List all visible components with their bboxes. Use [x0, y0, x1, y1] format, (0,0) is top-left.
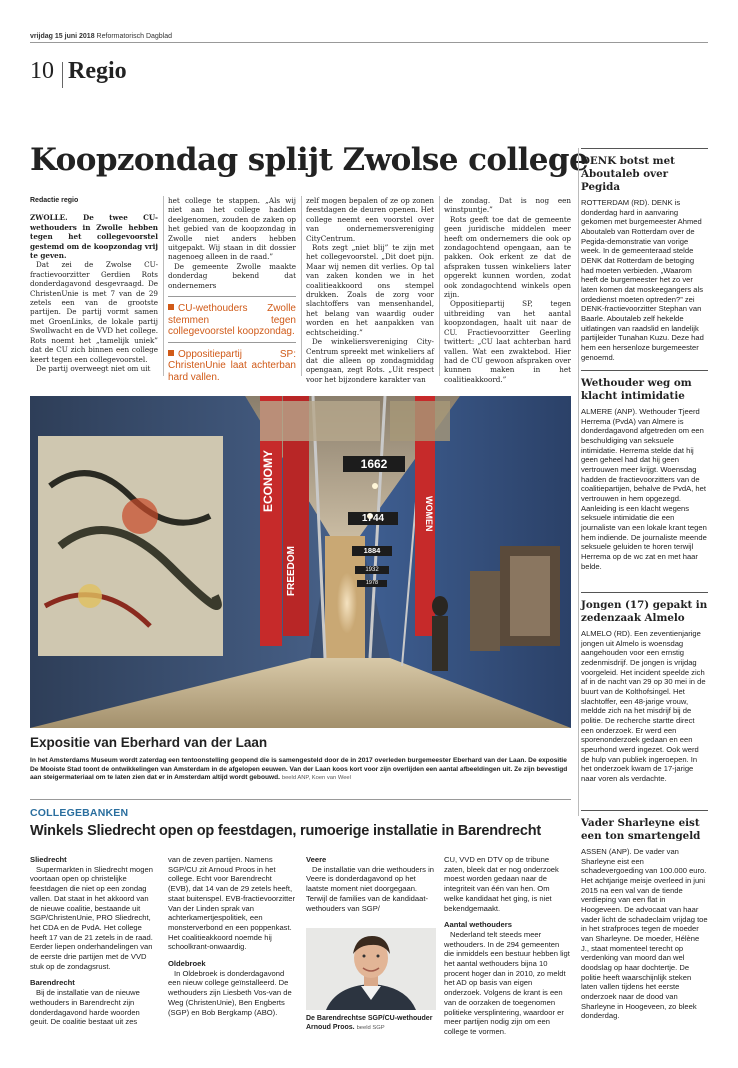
column-rule	[439, 196, 440, 376]
brief-paragraph: In Oldebroek is donderdagavond een nieuw college geïnstalleerd. De wethouders zijn Liesbeth Vos-van de Weg (ChristenUnie), Ben Engberts (SGP) en Bob Bergkamp (ABO).	[168, 968, 292, 1017]
collegebanken-column-4	[444, 855, 571, 1045]
portrait-credit: beeld SGP	[356, 1025, 385, 1031]
sidebar-item-almere	[581, 371, 708, 589]
brief-paragraph: Bij de installatie van de nieuwe wethouders in Barendrecht zijn donderdagavond harde woorden geuit. De coalitie bestaat uit zes	[30, 988, 140, 1027]
brief-paragraph: Nederland telt steeds meer wethouders. In de 294 gemeenten die inmiddels een bestuur hebben ligt het aantal wethouders bijna 10 procent hoger dan in 2010, zo meldt het AD op basis van eigen onderzoek. Volgens de krant is een van de oorzaken de toegenomen politieke versplintering, waardoor er meer partijen nodig zijn om een college te vormen.	[444, 929, 570, 1036]
collegebanken-kicker: COLLEGEBANKEN	[30, 807, 129, 819]
banner-freedom: FREEDOM	[286, 546, 297, 596]
brief-paragraph: CU, VVD en DTV op de tribune zaten, bleek dat er nog onderzoek moest worden gedaan naar de integriteit van één van hen. Om welke kandidaat het ging, is niet bekendgemaakt.	[444, 855, 559, 913]
section-divider	[30, 799, 571, 800]
subhead-barendrecht: Barendrecht	[30, 978, 75, 988]
year-sign-1662: 1662	[360, 457, 388, 471]
sidebar-item-denk	[581, 149, 708, 364]
dateline: vrijdag 15 juni 2018 Reformatorisch Dagblad	[30, 33, 173, 40]
exhibition-photo	[30, 396, 571, 728]
article-headline: Koopzondag splijt Zwolse college	[30, 142, 589, 178]
pull-quote-1: CU-wethouders Zwolle stemmen tegen collegevoorstel koopzondag.	[168, 296, 296, 338]
brief-paragraph: van de zeven partijen. Namens SGP/CU zit Arnoud Proos in het college. Echt voor Barendrecht (EVB), dat 14 van de 29 zetels heeft, staat buitenspel. EVB-fractievoorzitter Van der Linden sprak van achterkamertjespolitiek, een monsterverbond en een poppenkast. Het coalitieakkoord noemde hij schoolkrant-onwaardig.	[168, 855, 296, 952]
article-column-2	[168, 196, 296, 383]
column-rule	[301, 196, 302, 376]
article-column-3	[306, 196, 434, 384]
brief-paragraph: Supermarkten in Sliedrecht mogen voortaan open op christelijke feestdagen die niet op een zondag vallen. Dat staat in het akkoord van de nieuwe coalitie, bestaande uit SGP/ChristenUnie, PRO Sliedrecht, het CDA en de PvdA. Het college heeft 17 van de 21 zetels in de raad. Eerder liepen onderhandelingen van de eerste drie partijen met de VVD stuk op de zondagsrust.	[30, 864, 153, 971]
sidebar-item-assen	[581, 811, 708, 1036]
article-paragraph: Oppositiepartij SP, tegen uitbreiding van het aantal koopzondagen, haalt uit naar de CU. Fractievoorzitter Geerling twittert: „CU laat achterban hard vallen. Wat een zwaktebod. Hier had de CU gewoon afspraken over kunnen maken in het coalitieakkoord.”	[444, 299, 571, 384]
column-rule	[163, 196, 164, 376]
bullet-square-icon	[168, 350, 174, 356]
article-paragraph: zelf mogen bepalen of ze op zonen feestdagen de deuren openen. Het college neemt een voorstel over van ondernemersvereniging CityCentrum.	[306, 196, 434, 243]
article-paragraph: de zondag. Dat is nog een winstpuntje.”	[444, 196, 571, 215]
section-title: Regio	[68, 58, 127, 84]
subhead-aantal-wethouders: Aantal wethouders	[444, 920, 512, 930]
collegebanken-headline: Winkels Sliedrecht open op feestdagen, rumoerige installatie in Barendrecht	[30, 823, 542, 839]
article-paragraph: Dat zei de Zwolse CU-fractievoorzitter Gerdien Rots donderdagavond desgevraagd. De ChristenUnie is met 7 van de 29 zetels een van de grootste partijen. De partij vormt samen met GroenLinks, de lokale partij Swollwacht en de VVD het college. Rots noemt het „tamelijk uniek” dat de CU zich binnen een college keert tegen een collegevoorstel.	[30, 260, 158, 364]
sidebar-item-title: Vader Sharleyne eist een ton smartengeld	[581, 817, 701, 842]
year-sign-1884: 1884	[363, 546, 381, 555]
sidebar-rule	[578, 148, 579, 816]
portrait-caption: De Barendrechtse SGP/CU-wethouder Arnoud Proos. beeld SGP	[306, 1015, 433, 1031]
photo-credit: beeld ANP, Koen van Weel	[281, 775, 351, 782]
banner-women: WOMEN	[424, 496, 434, 532]
sidebar-item-body: ALMELO (RD). Een zeventienjarige jongen uit Almelo is woensdag aangehouden voor een ernstig zedenmisdrijf. De jongen is vrijdag voorgeleid. Het incident speelde zich af in de nacht van 29 op 30 mei in de buurt van de Kolthofsingel. Het slachtoffer, een 48-jarige vrouw, meldde zich na het misdrijf bij de politie. De recherche startte direct een onderzoek. Er werd een sporenonderzoek gedaan en een speurhond werd ingezet. Ook werd de hulp van publiek ingeroepen. In het onderzoek kwam de 17-jarige naar voren als verdachte.	[581, 629, 706, 783]
collegebanken-column-3	[306, 855, 434, 927]
sidebar-item-title: DENK botst met Aboutaleb over Pegida	[581, 155, 675, 193]
sidebar-item-title: Wethouder weg om klacht intimidatie	[581, 377, 692, 402]
article-paragraph: De winkeliersvereniging City-Centrum spreekt met winkeliers af dat die alleen op zondagmiddag opengaan, zegt Rots. „Uit respect voor het bijzondere karakter van	[306, 337, 434, 384]
collegebanken-column-2	[168, 855, 296, 1045]
byline: Redactie regio	[30, 197, 79, 204]
article-paragraph: Rots geeft toe dat de gemeente geen juridische middelen meer heeft om ondernemers die ook op zondagochtend opengaan, aan te pakken. Ook erkent ze dat de afspraken tussen winkeliers later opgerekt kunnen worden, zodat ook zondagochtend winkels open zijn.	[444, 214, 571, 300]
subhead-veere: Veere	[306, 855, 327, 864]
article-column-1	[30, 196, 158, 378]
pull-quote-2: Oppositiepartij SP: ChristenUnie laat achterban hard vallen.	[168, 342, 296, 384]
brief-paragraph: De installatie van drie wethouders in Veere is donderdagavond op het laatste moment niet doorgegaan. Terwijl de families van de kandidaat-wethouders van SGP/	[306, 864, 434, 913]
article-paragraph: Rots zegt „niet blij” te zijn met het collegevoorstel. „Dit doet pijn. Maar wij nemen dit verlies. Op tal van zaken konden we in het coalitieakkoord ons stempel drukken. Zoals de zorg voor slachtoffers van mensenhandel, het belang van waardig ouder worden en het aanpakken van echtscheiding.”	[306, 243, 434, 337]
top-divider	[30, 42, 708, 43]
subhead-sliedrecht: Sliedrecht	[30, 855, 67, 864]
article-paragraph: De gemeente Zwolle maakte donderdag bekend dat ondernemers	[168, 261, 296, 290]
photo-caption: In het Amsterdams Museum wordt zaterdag een tentoonstelling geopend die is samengesteld door de in 2017 overleden burgemeester Eberhard van der Laan. De expositie De Mooiste Stad toont de ontwikkelingen van Amsterdam in de afgelopen eeuwen. Van der Laan koos kort voor zijn overlijden een aantal afbeeldingen uit. Ze zijn bevestigd aan steigermateriaal om te laten zien dat er in Amsterdam altijd wordt gebouwd. beeld ANP, Koen van Weel	[30, 757, 568, 782]
sidebar-item-body: ALMERE (ANP). Wethouder Tjeerd Herrema (PvdA) van Almere is donderdagavond afgetreden om een beschuldiging van seksuele intimidatie. Herrema stelde dat hij geen geheel had dat hij geen vertrouwen meer krijgt. Woensdag hadden de fractievoorzitters van de coalitiepartijen, behalve de PvdA, het vertrouwen in hem opgezegd. Aanleiding is een klacht wegens seksuele intimidatie die een journaliste van een lokale krant tegen hem indiende. De journaliste meende seksuele geluiden te horen terwijl Herrema op de wc zat en met haar belde.	[581, 407, 707, 571]
bullet-square-icon	[168, 304, 174, 310]
sidebar-item-almelo	[581, 593, 708, 808]
portrait-photo	[306, 928, 436, 1010]
photo-caption-headline: Expositie van Eberhard van der Laan	[30, 735, 268, 750]
article-column-4	[444, 196, 571, 384]
sidebar-item-body: ROTTERDAM (RD). DENK is donderdag hard in aanvaring gekomen met burgemeester Ahmed Aboutaleb van Rotterdam over de Pegida-demonstratie van vorige week. In de gemeenteraad stelde DENK dat Rotterdam de betoging had moeten verbieden. „Waarom heeft de burgemeester het zo ver laten komen dat moskeegangers als ordedienst moeten optreden?” zei DENK-fractievoorzitter Stephan van Baarle. Aboutaleb zelf hekelde uitlatingen van raadslid en landelijk partijleider Tunahan Kuzu. Deze had hem een hersenloze burgemeester genoemd.	[581, 198, 704, 362]
article-paragraph: De partij overweegt niet om uit	[36, 363, 151, 373]
page-number: 10	[30, 58, 54, 84]
sidebar-item-body: ASSEN (ANP). De vader van Sharleyne eist een schadevergoeding van 100.000 euro. Het achtjarige meisje overleed in juni 2015 na een val van de tiende verdieping van een flat in Hoogeveen. De advocaat van haar vader licht de schadeclaim vrijdag toe in het strafproces tegen de moeder van Sharleyne. De moeder, Hélène J., staat momenteel terecht op verdenking van moord dan wel doodslag op haar dochtertje. De politie heeft waarschijnlijk steken laten vallen tijdens het eerste onderzoek naar de dood van Sharleyne in Hoogeveen, zo bleek donderdag.	[581, 847, 708, 1021]
collegebanken-column-1	[30, 855, 158, 1045]
subhead-oldebroek: Oldebroek	[168, 959, 206, 969]
year-sign-1744: 1744	[361, 513, 385, 524]
year-sign-1932: 1932	[365, 567, 379, 573]
article-lead: ZWOLLE. De twee CU-wethouders in Zwolle hebben tegen het collegevoorstel gestemd om de koopzondag vrij te geven.	[30, 213, 158, 261]
sidebar-item-title: Jongen (17) gepakt in zedenzaak Almelo	[581, 599, 708, 624]
header-separator	[62, 62, 63, 88]
banner-economy: ECONOMY	[261, 449, 275, 512]
article-paragraph: het college te stappen. „Als wij niet aan het college hadden deelgenomen, zouden de zaken op het gebied van de koopzondag in Zwolle niet anders hebben uitgepakt. Wij staan in dit dossier nagenoeg alleen in de raad.”	[168, 196, 296, 262]
year-sign-1978: 1978	[365, 580, 379, 586]
